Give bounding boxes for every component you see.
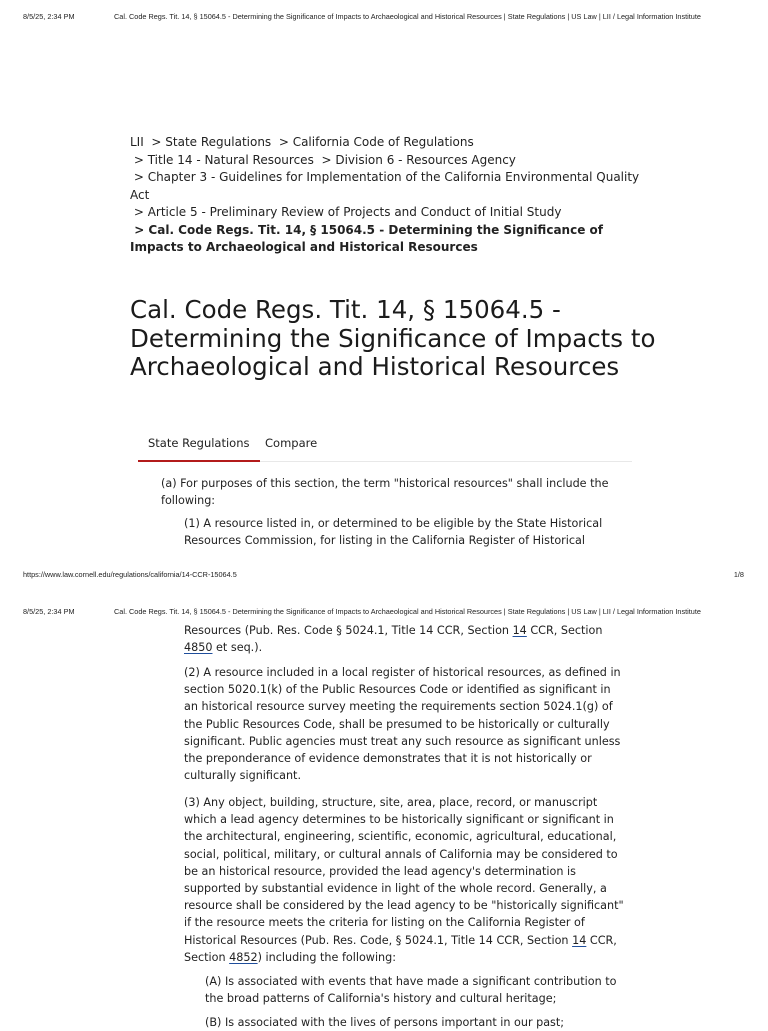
breadcrumb-link-division-6[interactable]: > Division 6 - Resources Agency (321, 152, 516, 167)
ref-section-4850-link[interactable]: 4850 (184, 641, 213, 655)
breadcrumb-link-state-regulations[interactable]: > State Regulations (151, 135, 272, 149)
section-a: (a) For purposes of this section, the term "historical resources" shall include the following: (161, 477, 609, 508)
breadcrumb-link-lii[interactable]: LII (130, 135, 144, 149)
print-date: 8/5/25, 2:34 PM (23, 12, 75, 21)
section-a3-text-pre: (3) Any object, building, structure, site, area, place, record, or manuscript which a lead agency determines to be historically significant or significant in the architectural, engineering, scientific, economic, agricultural, educational, social, political, military, or cultural annals of California may be considered to be an historical resource, provided the lead agency's determination is supported by substantial evidence in light of the whole record. Generally, a resource shall be considered by the lead agency to be "historically significant" if the resource meets the criteria for listing on the California Register of Historical Resources (Pub. Res. Code, § 5024.1, Title 14 CCR, Section (184, 796, 624, 947)
breadcrumb-link-ccr[interactable]: > California Code of Regulations (278, 135, 474, 149)
tab-state-regulations[interactable]: State Regulations (138, 436, 260, 462)
section-a1-text-post: et seq.). (212, 641, 263, 655)
print-doc-title: Cal. Code Regs. Tit. 14, § 15064.5 - Determining the Significance of Impacts to Archaeological and Historical Resources | State Regulations | US Law | LII / Legal Information Institute (114, 12, 701, 21)
section-a3a: (A) Is associated with events that have made a significant contribution to the broad patterns of California's history and cultural heritage; (205, 975, 617, 1006)
section-a1-part2 (184, 622, 624, 656)
section-a3-text-mid: CCR, Section (184, 933, 617, 964)
tab-compare[interactable]: Compare (265, 436, 318, 450)
section-a3-text-post: ) including the following: (257, 950, 397, 964)
breadcrumb-link-article-5[interactable]: > Article 5 - Preliminary Review of Projects and Conduct of Initial Study (133, 205, 562, 219)
section-a1-text-mid: CCR, Section (526, 624, 603, 637)
section-a2: (2) A resource included in a local register of historical resources, as defined in section 5020.1(k) of the Public Resources Code or identified as significant in an historical resource survey meeting the requirements section 5024.1(g) of the Public Resources Code, shall be presumed to be historically or culturally significant. Public agencies must treat any such resource as significant unless the preponderance of evidence demonstrates that it is not historically or culturally significant. (184, 666, 621, 783)
print-url: https://www.law.cornell.edu/regulations/california/14-CCR-15064.5 (23, 570, 237, 579)
print-date: 8/5/25, 2:34 PM (23, 607, 75, 616)
breadcrumb-current: > Cal. Code Regs. Tit. 14, § 15064.5 - Determining the Significance of Impacts to Archaeological and Historical Resources (130, 222, 603, 254)
section-a3 (184, 794, 624, 966)
section-a3b: (B) Is associated with the lives of persons important in our past; (205, 1016, 565, 1029)
print-footer (0, 570, 768, 582)
breadcrumb (130, 134, 640, 257)
section-a1-part1: (1) A resource listed in, or determined to be eligible by the State Historical Resources Commission, for listing in the California Register of Historical (184, 517, 603, 548)
breadcrumb-link-chapter-3[interactable]: > Chapter 3 - Guidelines for Implementation of the California Environmental Quality Act (130, 170, 640, 202)
page-title: Cal. Code Regs. Tit. 14, § 15064.5 - Determining the Significance of Impacts to Archaeological and Historical Resources (130, 295, 656, 381)
print-page-number: 1/8 (733, 570, 744, 579)
breadcrumb-link-title-14[interactable]: > Title 14 - Natural Resources (133, 152, 314, 167)
tab-bar (138, 430, 632, 462)
print-header (0, 12, 768, 26)
ref-14-ccr-link[interactable]: 14 (512, 624, 527, 637)
print-header-page-2 (0, 607, 768, 621)
section-a1-text-pre: Resources (Pub. Res. Code § 5024.1, Title 14 CCR, Section (184, 624, 513, 637)
print-doc-title: Cal. Code Regs. Tit. 14, § 15064.5 - Determining the Significance of Impacts to Archaeological and Historical Resources | State Regulations | US Law | LII / Legal Information Institute (114, 607, 701, 616)
ref-14-ccr-link-2[interactable]: 14 (572, 933, 587, 947)
ref-section-4852-link[interactable]: 4852 (229, 950, 258, 964)
